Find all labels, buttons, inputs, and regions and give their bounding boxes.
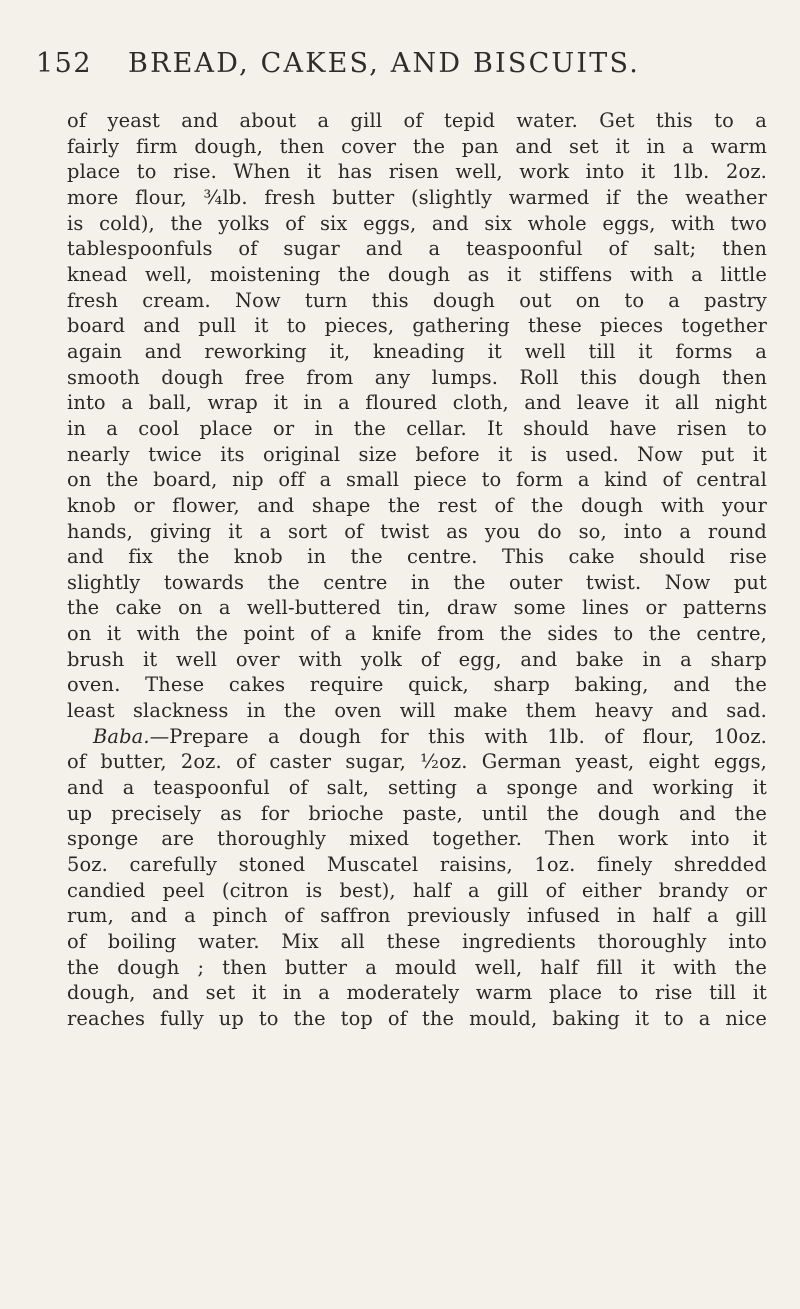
text-line: in a cool place or in the cellar. It should have risen to [67, 416, 767, 440]
text-line: 5oz. carefully stoned Muscatel raisins, 1oz. finely shredded [67, 853, 767, 877]
text-line: knead well, moistening the dough as it stiffens with a little [67, 262, 767, 286]
text-line: up precisely as for brioche paste, until the dough and the [67, 801, 767, 825]
running-head [36, 48, 766, 79]
text-line: on the board, nip off a small piece to form a kind of central [67, 468, 767, 492]
text-line: of boiling water. Mix all these ingredients thoroughly into [67, 930, 767, 953]
text-line: hands, giving it a sort of twist as you do so, into a round [67, 519, 767, 543]
page-number: 152 [36, 48, 93, 79]
text-line: fairly firm dough, then cover the pan and set it in a warm [67, 134, 767, 158]
text-line: on it with the point of a knife from the sides to the centre, [67, 622, 767, 646]
text-line: and fix the knob in the centre. This cake should rise [67, 545, 767, 569]
text-line: knob or flower, and shape the rest of the dough with your [67, 493, 767, 517]
running-title: BREAD, CAKES, AND BISCUITS. [128, 48, 640, 79]
baba-first-line-text: —Prepare a dough for this with 1lb. of flour, 10oz. [149, 724, 767, 748]
text-line: is cold), the yolks of six eggs, and six whole eggs, with two [67, 211, 767, 235]
text-line: the cake on a well-buttered tin, draw some lines or patterns [67, 596, 767, 620]
text-line: again and reworking it, kneading it well till it forms a [67, 339, 767, 363]
text-line: rum, and a pinch of saffron previously infused in half a gill [67, 904, 767, 928]
text-line: fresh cream. Now turn this dough out on to a pastry [67, 288, 767, 312]
text-line: slightly towards the centre in the outer twist. Now put [67, 570, 767, 594]
text-line: nearly twice its original size before it is used. Now put it [67, 442, 767, 466]
text-line: place to rise. When it has risen well, work into it 1lb. 2oz. [67, 160, 767, 184]
text-line: candied peel (citron is best), half a gill of either brandy or [67, 878, 767, 902]
text-line: dough, and set it in a moderately warm place to rise till it [67, 981, 767, 1005]
baba-paragraph-first-line [67, 724, 767, 750]
text-line: and a teaspoonful of salt, setting a sponge and working it [67, 776, 767, 800]
text-line: the dough ; then butter a mould well, half fill it with the [67, 955, 767, 979]
text-line: oven. These cakes require quick, sharp baking, and the [67, 673, 767, 697]
text-line: brush it well over with yolk of egg, and bake in a sharp [67, 647, 767, 671]
text-line: smooth dough free from any lumps. Roll this dough then [67, 365, 767, 389]
body-text [67, 108, 767, 1032]
text-line: board and pull it to pieces, gathering these pieces together [67, 314, 767, 338]
text-line: reaches fully up to the top of the mould, baking it to a nice [67, 1006, 767, 1030]
text-line: least slackness in the oven will make them heavy and sad. [67, 699, 767, 723]
baba-heading: Baba. [93, 724, 150, 748]
text-line: more flour, ¾lb. fresh butter (slightly warmed if the weather [67, 185, 767, 209]
text-line: into a ball, wrap it in a floured cloth, and leave it all night [67, 391, 767, 415]
text-line: of yeast and about a gill of tepid water. Get this to a [67, 109, 767, 132]
text-line: tablespoonfuls of sugar and a teaspoonful of salt; then [67, 237, 767, 261]
text-line: of butter, 2oz. of caster sugar, ½oz. German yeast, eight eggs, [67, 750, 767, 774]
text-line: sponge are thoroughly mixed together. Then work into it [67, 827, 767, 851]
